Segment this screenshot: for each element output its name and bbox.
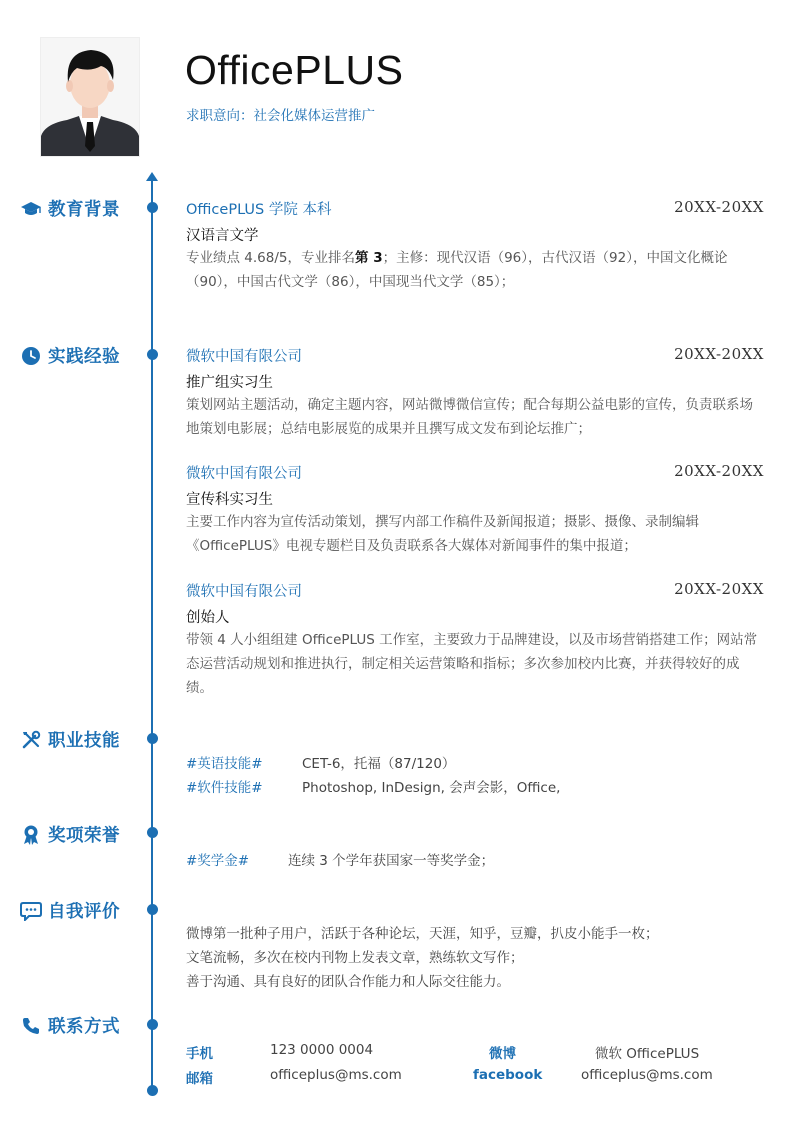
exp-role: 创始人 (186, 610, 230, 626)
tools-icon (20, 729, 42, 751)
avatar-illustration (41, 38, 139, 156)
email-label: 邮箱 (186, 1071, 213, 1087)
timeline-dot-experience (147, 349, 158, 360)
section-education-header (20, 196, 120, 221)
section-contact-header (20, 1013, 120, 1038)
section-experience-header (20, 343, 120, 368)
skill-value: Photoshop, InDesign, 会声会影，Office, (302, 780, 561, 796)
exp-desc: 主要工作内容为宣传活动策划，撰写内部工作稿件及新闻报道；摄影、摄像、录制编辑《OfficePLUS》电视专题栏目及负责联系各大媒体对新闻事件的集中报道； (186, 514, 699, 554)
timeline-dot-skills (147, 733, 158, 744)
chat-bubble-icon (20, 900, 42, 922)
exp-date: 20XX-20XX (674, 345, 764, 363)
section-title: 自我评价 (48, 902, 120, 922)
timeline-dot-contact (147, 1019, 158, 1030)
section-awards-header (20, 822, 120, 847)
section-title: 联系方式 (48, 1017, 120, 1037)
exp-desc: 带领 4 人小组组建 OfficePLUS 工作室，主要致力于品牌建设，以及市场营销搭建工作；网站常态运营活动规划和推进执行，制定相关运营策略和指标；多次参加校内比赛，并获得较好的成绩。 (186, 632, 758, 696)
timeline-dot-education (147, 202, 158, 213)
weibo-value: 微软 OfficePLUS (595, 1046, 700, 1062)
phone-label: 手机 (186, 1046, 213, 1062)
exp-date: 20XX-20XX (674, 462, 764, 480)
section-title: 奖项荣誉 (48, 826, 120, 846)
skill-tag: #英语技能# (186, 756, 263, 772)
timeline-line (151, 180, 153, 1090)
self-eval-line: 文笔流畅，多次在校内刊物上发表文章，熟练软文写作； (186, 950, 524, 966)
education-date: 20XX-20XX (674, 198, 764, 216)
facebook-value: officeplus@ms.com (581, 1067, 713, 1083)
education-detail: 专业绩点 4.68/5，专业排名第 3；主修：现代汉语（96），古代汉语（92），中国文化概论（90），中国古代文学（86），中国现当代文学（85）； (186, 250, 728, 290)
exp-date: 20XX-20XX (674, 580, 764, 598)
section-self-eval-header (20, 898, 120, 923)
weibo-label: 微博 (489, 1046, 516, 1062)
phone-icon (20, 1015, 42, 1037)
candidate-name: OfficePLUS (185, 47, 404, 93)
timeline-dot-awards (147, 827, 158, 838)
award-tag: #奖学金# (186, 853, 250, 869)
award-ribbon-icon (20, 824, 42, 846)
exp-org: 微软中国有限公司 (186, 584, 302, 600)
timeline-dot-self-eval (147, 904, 158, 915)
timeline-dot-end (147, 1085, 158, 1096)
profile-photo (40, 37, 140, 157)
school-name: OfficePLUS 学院 本科 (186, 202, 332, 218)
skill-value: CET-6，托福（87/120） (302, 756, 456, 772)
exp-org: 微软中国有限公司 (186, 466, 302, 482)
job-objective: 求职意向：社会化媒体运营推广 (186, 108, 375, 124)
section-title: 实践经验 (48, 347, 120, 367)
section-title: 职业技能 (48, 731, 120, 751)
email-value: officeplus@ms.com (270, 1067, 402, 1083)
section-title: 教育背景 (48, 200, 120, 220)
exp-role: 宣传科实习生 (186, 492, 273, 508)
award-value: 连续 3 个学年获国家一等奖学金； (288, 853, 495, 869)
phone-value: 123 0000 0004 (270, 1042, 374, 1058)
major: 汉语言文学 (186, 228, 259, 244)
self-eval-line: 微博第一批种子用户，活跃于各种论坛，天涯，知乎，豆瓣，扒皮小能手一枚； (186, 926, 659, 942)
self-eval-line: 善于沟通、具有良好的团队合作能力和人际交往能力。 (186, 974, 510, 990)
section-skills-header (20, 727, 120, 752)
graduation-cap-icon (20, 198, 42, 220)
exp-org: 微软中国有限公司 (186, 349, 302, 365)
exp-desc: 策划网站主题活动，确定主题内容，网站微博微信宣传；配合每期公益电影的宣传，负责联系场地策划电影展；总结电影展览的成果并且撰写成文发布到论坛推广； (186, 397, 753, 437)
clock-icon (20, 345, 42, 367)
exp-role: 推广组实习生 (186, 375, 273, 391)
facebook-label: facebook (473, 1067, 543, 1083)
skill-tag: #软件技能# (186, 780, 263, 796)
